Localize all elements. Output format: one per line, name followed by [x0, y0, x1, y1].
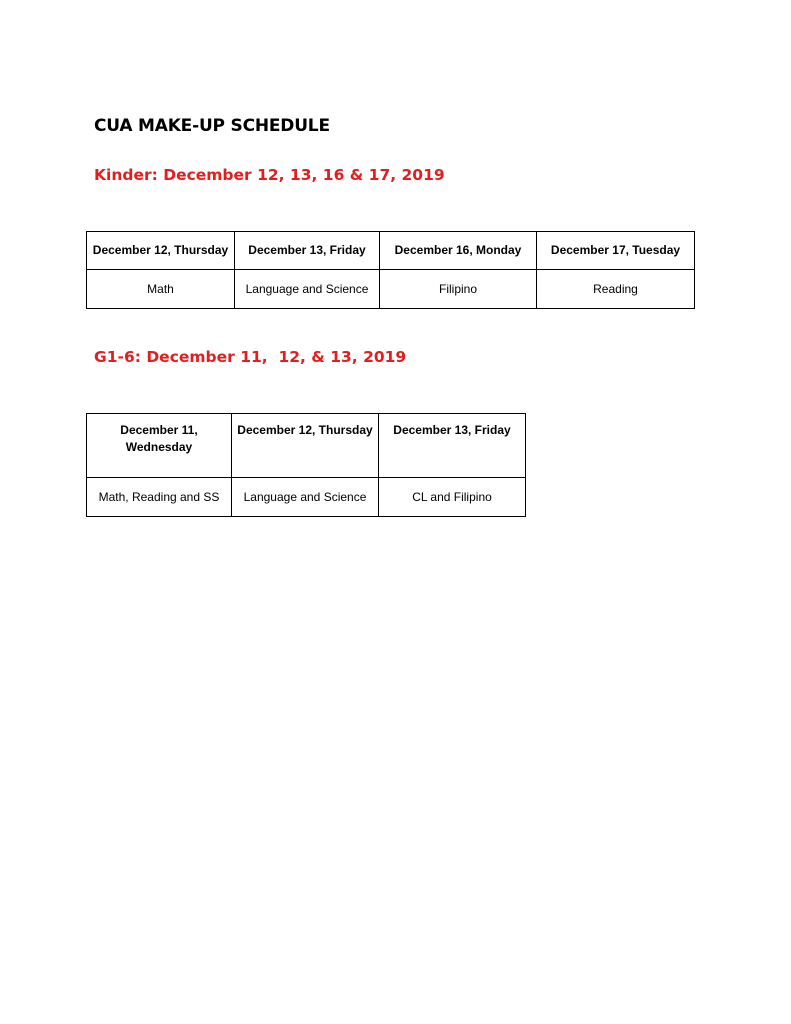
table-header-row: [87, 232, 695, 270]
table-row: [87, 270, 695, 309]
table-cell: Math: [87, 270, 235, 309]
table-header-cell: December 17, Tuesday: [537, 232, 695, 270]
table-header-cell: December 12, Thursday: [87, 232, 235, 270]
table-header-cell: [87, 414, 232, 478]
table-cell: Math, Reading and SS: [87, 478, 232, 517]
table-row: [87, 478, 526, 517]
table-cell: Reading: [537, 270, 695, 309]
g1-6-schedule-heading: G1-6: December 11, 12, & 13, 2019: [94, 348, 407, 366]
kinder-schedule-heading: Kinder: December 12, 13, 16 & 17, 2019: [94, 166, 445, 184]
table-header-cell: December 16, Monday: [380, 232, 537, 270]
header-text: December 11, Wednesday: [120, 423, 198, 454]
table-header-row: [87, 414, 526, 478]
table-cell: Language and Science: [232, 478, 379, 517]
table-header-cell: December 12, Thursday: [232, 414, 379, 478]
g1-6-schedule-table: [86, 413, 526, 517]
table-cell: Filipino: [380, 270, 537, 309]
page-title: CUA MAKE-UP SCHEDULE: [94, 116, 330, 136]
kinder-schedule-table: [86, 231, 695, 309]
table-cell: CL and Filipino: [379, 478, 526, 517]
table-header-cell: December 13, Friday: [235, 232, 380, 270]
table-header-cell: December 13, Friday: [379, 414, 526, 478]
table-cell: Language and Science: [235, 270, 380, 309]
